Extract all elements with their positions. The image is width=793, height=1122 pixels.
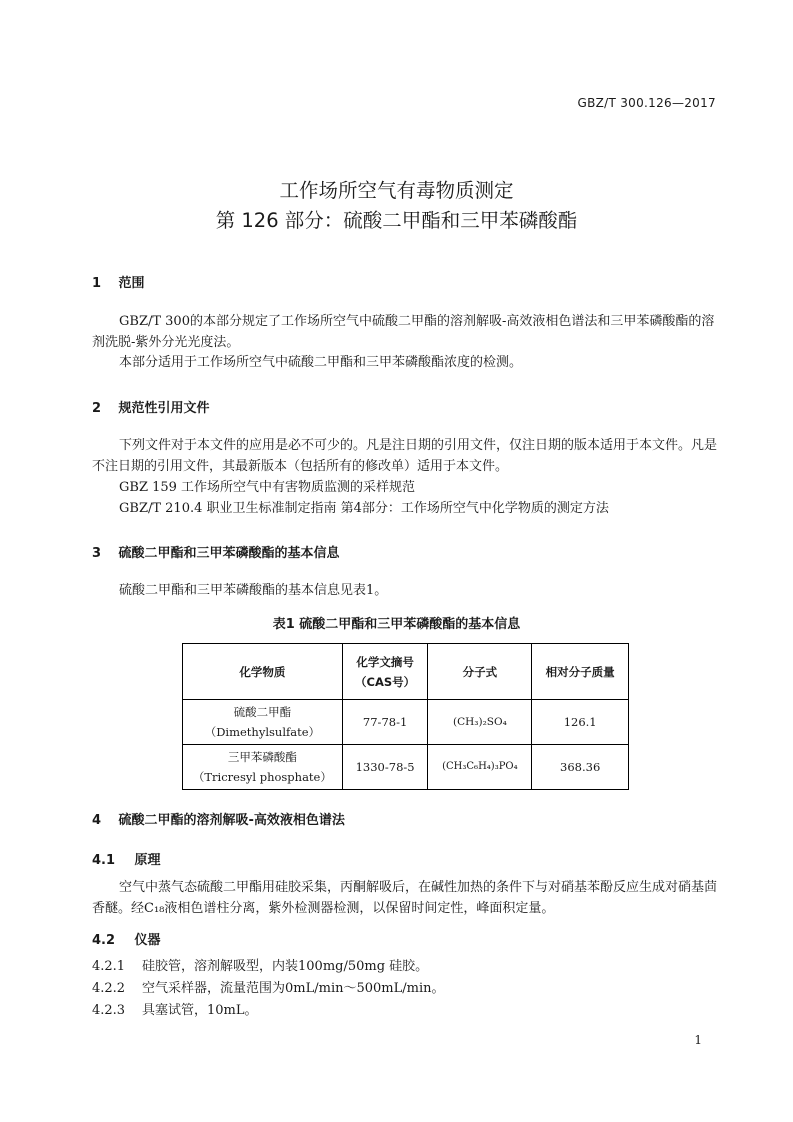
document-subtitle: 第 126 部分：硫酸二甲酯和三甲苯磷酸酯 — [215, 209, 578, 232]
reference-item: GBZ/T 210.4 职业卫生标准制定指南 第4部分：工作场所空气中化学物质的测定方法 — [119, 501, 609, 516]
paragraph: GBZ/T 300的本部分规定了工作场所空气中硫酸二甲酯的溶剂解吸-高效液相色谱法和三甲苯磷酸酯的溶剂洗脱-紫外分光光度法。 — [92, 314, 715, 350]
basic-info-table — [182, 643, 629, 790]
section-number: 2 — [92, 401, 102, 416]
section-heading-method — [92, 809, 345, 828]
subsection-number: 4.2 — [92, 933, 116, 948]
substance-name-en: （Dimethylsulfate） — [204, 725, 321, 739]
table-row — [183, 745, 629, 790]
list-item — [92, 1000, 444, 1022]
section-title: 硫酸二甲酯和三甲苯磷酸酯的基本信息 — [118, 546, 340, 561]
cas-cell: 1330-78-5 — [342, 745, 428, 790]
substance-cell — [183, 700, 343, 745]
item-text: 空气采样器，流量范围为0mL/min～500mL/min。 — [142, 981, 445, 996]
apparatus-list — [92, 956, 444, 1022]
page-number: 1 — [694, 1033, 702, 1047]
section-title: 范围 — [118, 276, 145, 291]
column-header-mass: 相对分子质量 — [532, 644, 629, 700]
standard-code: GBZ/T 300.126—2017 — [577, 96, 716, 110]
subsection-number: 4.1 — [92, 853, 116, 868]
section-title: 硫酸二甲酯的溶剂解吸-高效液相色谱法 — [118, 813, 345, 828]
item-text: 具塞试管，10mL。 — [142, 1003, 258, 1018]
column-header-cas — [342, 644, 428, 700]
column-header-formula: 分子式 — [428, 644, 532, 700]
substance-cell — [183, 745, 343, 790]
column-header-substance: 化学物质 — [183, 644, 343, 700]
paragraph: 空气中蒸气态硫酸二甲酯用硅胶采集，丙酮解吸后，在碱性加热的条件下与对硝基苯酚反应生成对硝基茴香醚。经C₁₈液相色谱柱分离，紫外检测器检测，以保留时间定性，峰面积定量。 — [92, 880, 718, 916]
formula-cell: (CH₃)₂SO₄ — [428, 700, 532, 745]
table-row — [183, 700, 629, 745]
section-title: 规范性引用文件 — [118, 401, 210, 416]
table-header-row — [183, 644, 629, 700]
mass-cell: 368.36 — [532, 745, 629, 790]
substance-name-en: （Tricresyl phosphate） — [192, 770, 332, 784]
formula-cell: (CH₃C₆H₄)₃PO₄ — [428, 745, 532, 790]
paragraph: 本部分适用于工作场所空气中硫酸二甲酯和三甲苯磷酸酯浓度的检测。 — [119, 355, 523, 370]
column-header-cas-line1: 化学文摘号 — [356, 654, 414, 669]
section-number: 1 — [92, 276, 102, 291]
paragraph: 下列文件对于本文件的应用是必不可少的。凡是注日期的引用文件，仅注日期的版本适用于本文件。凡是不注日期的引用文件，其最新版本（包括所有的修改单）适用于本文件。 — [92, 438, 718, 474]
subsection-heading-apparatus — [92, 929, 161, 948]
section-heading-scope — [92, 272, 145, 291]
table-caption: 表1 硫酸二甲酯和三甲苯磷酸酯的基本信息 — [272, 617, 521, 632]
section-number: 3 — [92, 546, 102, 561]
column-header-cas-line2: （CAS号） — [355, 674, 416, 689]
cas-cell: 77-78-1 — [342, 700, 428, 745]
section-number: 4 — [92, 813, 102, 828]
list-item — [92, 956, 444, 978]
subsection-heading-principle — [92, 849, 161, 868]
mass-cell: 126.1 — [532, 700, 629, 745]
section-heading-references — [92, 397, 210, 416]
section-heading-basic-info — [92, 542, 340, 561]
item-number: 4.2.1 — [92, 959, 126, 974]
substance-name-cn: 硫酸二甲酯 — [233, 705, 292, 719]
paragraph: 硫酸二甲酯和三甲苯磷酸酯的基本信息见表1。 — [119, 583, 388, 598]
subsection-title: 仪器 — [134, 933, 161, 948]
substance-name-cn: 三甲苯磷酸酯 — [227, 750, 297, 764]
reference-item: GBZ 159 工作场所空气中有害物质监测的采样规范 — [119, 480, 416, 495]
list-item — [92, 978, 444, 1000]
subsection-title: 原理 — [134, 853, 161, 868]
item-text: 硅胶管，溶剂解吸型，内装100mg/50mg 硅胶。 — [142, 959, 429, 974]
item-number: 4.2.2 — [92, 981, 126, 996]
document-title: 工作场所空气有毒物质测定 — [279, 179, 514, 202]
item-number: 4.2.3 — [92, 1003, 126, 1018]
